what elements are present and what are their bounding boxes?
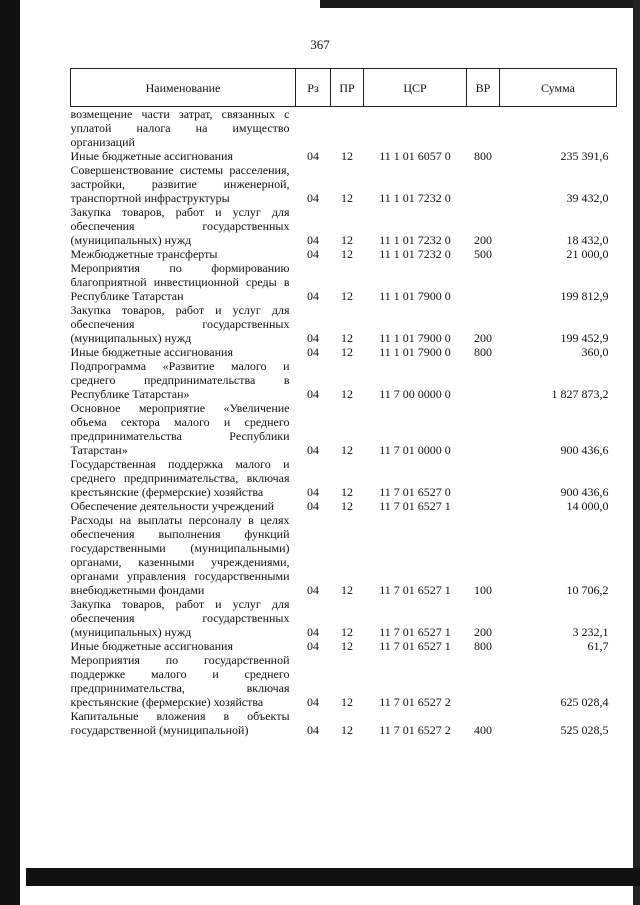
cell-name: Закупка товаров, работ и услуг для обеспечения государственных (муниципальных) нужд — [70, 597, 290, 639]
cell-csr: 11 7 01 0000 0 — [379, 443, 451, 457]
cell-vr: 500 — [474, 247, 492, 261]
cell-name: Капитальные вложения в объекты государственной (муниципальной) — [70, 709, 290, 737]
cell-name: Иные бюджетные ассигнования — [70, 149, 233, 163]
cell-pr: 12 — [341, 247, 353, 261]
cell-pr: 12 — [341, 443, 353, 457]
cell-csr: 11 1 01 7232 0 — [379, 233, 451, 247]
cell-rz: 04 — [307, 233, 319, 247]
cell-sum: 39 432,0 — [566, 191, 609, 205]
table-row — [71, 303, 617, 345]
cell-rz: 04 — [307, 247, 319, 261]
table-row — [71, 149, 617, 163]
cell-rz: 04 — [307, 331, 319, 345]
scan-edge-right — [633, 0, 640, 905]
cell-vr: 800 — [474, 149, 492, 163]
table-row — [71, 709, 617, 737]
cell-csr — [364, 107, 467, 150]
cell-csr: 11 1 01 7232 0 — [379, 247, 451, 261]
cell-name: Совершенствование системы расселения, застройки, развитие инженерной, транспортной инфраструктуры — [70, 163, 290, 205]
cell-vr — [467, 359, 500, 401]
cell-sum: 199 452,9 — [560, 331, 609, 345]
scan-edge-bottom — [26, 868, 640, 886]
cell-sum: 235 391,6 — [560, 149, 609, 163]
cell-vr: 200 — [474, 331, 492, 345]
cell-sum: 525 028,5 — [560, 723, 609, 737]
cell-name: возмещение части затрат, связанных с уплатой налога на имущество организаций — [70, 107, 290, 149]
cell-sum: 10 706,2 — [566, 583, 609, 597]
cell-rz: 04 — [307, 625, 319, 639]
cell-rz: 04 — [307, 443, 319, 457]
cell-sum: 61,7 — [587, 639, 609, 653]
cell-vr — [467, 457, 500, 499]
cell-vr: 400 — [474, 723, 492, 737]
cell-vr: 100 — [474, 583, 492, 597]
cell-rz: 04 — [307, 695, 319, 709]
cell-csr: 11 7 01 6527 1 — [379, 625, 451, 639]
table-header-row — [71, 69, 617, 107]
cell-rz: 04 — [307, 289, 319, 303]
cell-pr: 12 — [341, 289, 353, 303]
cell-csr: 11 7 00 0000 0 — [379, 387, 451, 401]
table-row — [71, 107, 617, 150]
cell-vr — [467, 261, 500, 303]
cell-name: Закупка товаров, работ и услуг для обеспечения государственных (муниципальных) нужд — [70, 303, 290, 345]
cell-sum: 900 436,6 — [560, 443, 609, 457]
page-number: 367 — [310, 37, 330, 52]
table-row — [71, 499, 617, 513]
cell-vr: 800 — [474, 345, 492, 359]
cell-pr: 12 — [341, 149, 353, 163]
cell-name: Закупка товаров, работ и услуг для обеспечения государственных (муниципальных) нужд — [70, 205, 290, 247]
cell-sum: 3 232,1 — [572, 625, 609, 639]
cell-name: Мероприятия по государственной поддержке малого и среднего предпринимательства, включая крестьянские (фермерские) хозяйства — [70, 653, 290, 709]
table-row — [71, 639, 617, 653]
table-row — [71, 359, 617, 401]
cell-sum: 900 436,6 — [560, 485, 609, 499]
cell-csr: 11 1 01 7900 0 — [379, 345, 451, 359]
cell-rz: 04 — [307, 723, 319, 737]
cell-pr: 12 — [341, 625, 353, 639]
cell-pr: 12 — [341, 695, 353, 709]
cell-name: Иные бюджетные ассигнования — [70, 345, 233, 359]
cell-sum: 360,0 — [581, 345, 609, 359]
cell-rz: 04 — [307, 191, 319, 205]
cell-rz: 04 — [307, 149, 319, 163]
cell-pr: 12 — [341, 485, 353, 499]
header-name: Наименование — [71, 69, 296, 107]
cell-name: Основное мероприятие «Увеличение объема сектора малого и среднего предпринимательства Республики Татарстан» — [70, 401, 290, 457]
table-row — [71, 513, 617, 597]
cell-pr: 12 — [341, 233, 353, 247]
cell-sum: 18 432,0 — [566, 233, 609, 247]
table-row — [71, 653, 617, 709]
cell-name: Обеспечение деятельности учреждений — [70, 499, 275, 513]
table-row — [71, 205, 617, 247]
cell-csr: 11 1 01 7232 0 — [379, 191, 451, 205]
cell-vr — [467, 107, 500, 150]
cell-vr: 800 — [474, 639, 492, 653]
cell-csr: 11 7 01 6527 1 — [379, 639, 451, 653]
table-row — [71, 597, 617, 639]
cell-name: Мероприятия по формированию благоприятной инвестиционной среды в Республике Татарстан — [70, 261, 290, 303]
cell-vr: 200 — [474, 625, 492, 639]
cell-rz: 04 — [307, 583, 319, 597]
cell-sum: 14 000,0 — [566, 499, 609, 513]
cell-vr — [467, 401, 500, 457]
cell-name: Государственная поддержка малого и среднего предпринимательства, включая крестьянские (фермерские) хозяйства — [70, 457, 290, 499]
cell-pr: 12 — [341, 191, 353, 205]
cell-pr — [331, 107, 364, 150]
cell-pr: 12 — [341, 331, 353, 345]
table-row — [71, 247, 617, 261]
cell-sum: 625 028,4 — [560, 695, 609, 709]
cell-vr — [467, 499, 500, 513]
table-row — [71, 401, 617, 457]
cell-rz: 04 — [307, 499, 319, 513]
cell-name: Подпрограмма «Развитие малого и среднего предпринимательства в Республике Татарстан» — [70, 359, 290, 401]
cell-name: Межбюджетные трансферты — [70, 247, 218, 261]
header-csr: ЦСР — [364, 69, 467, 107]
scan-edge-left — [0, 0, 20, 905]
cell-sum — [500, 107, 617, 150]
cell-pr: 12 — [341, 499, 353, 513]
cell-pr: 12 — [341, 723, 353, 737]
cell-vr — [467, 653, 500, 709]
cell-csr: 11 7 01 6527 2 — [379, 723, 451, 737]
cell-pr: 12 — [341, 345, 353, 359]
cell-sum: 199 812,9 — [560, 289, 609, 303]
header-pr: ПР — [331, 69, 364, 107]
table-row — [71, 163, 617, 205]
cell-vr: 200 — [474, 233, 492, 247]
cell-rz: 04 — [307, 345, 319, 359]
cell-name: Иные бюджетные ассигнования — [70, 639, 233, 653]
cell-csr: 11 7 01 6527 1 — [379, 499, 451, 513]
table-row — [71, 261, 617, 303]
table-row — [71, 345, 617, 359]
cell-csr: 11 7 01 6527 0 — [379, 485, 451, 499]
cell-csr: 11 1 01 7900 0 — [379, 331, 451, 345]
cell-csr: 11 7 01 6527 1 — [379, 583, 451, 597]
scan-edge-top — [320, 0, 640, 8]
header-vr: ВР — [467, 69, 500, 107]
cell-rz: 04 — [307, 485, 319, 499]
table-body — [71, 107, 617, 738]
cell-sum: 1 827 873,2 — [551, 387, 609, 401]
cell-pr: 12 — [341, 639, 353, 653]
header-rz: Рз — [296, 69, 331, 107]
cell-vr — [467, 163, 500, 205]
cell-rz: 04 — [307, 639, 319, 653]
cell-csr: 11 1 01 6057 0 — [379, 149, 451, 163]
cell-csr: 11 1 01 7900 0 — [379, 289, 451, 303]
header-sum: Сумма — [500, 69, 617, 107]
budget-table — [70, 68, 617, 737]
cell-pr: 12 — [341, 387, 353, 401]
cell-name: Расходы на выплаты персоналу в целях обеспечения выполнения функций государственными (муниципальными) органами, казенными учреждениями, органами управления государственными внебюджетными фондами — [70, 513, 290, 597]
cell-pr: 12 — [341, 583, 353, 597]
cell-csr: 11 7 01 6527 2 — [379, 695, 451, 709]
table-row — [71, 457, 617, 499]
cell-sum: 21 000,0 — [566, 247, 609, 261]
cell-rz — [296, 107, 331, 150]
cell-rz: 04 — [307, 387, 319, 401]
